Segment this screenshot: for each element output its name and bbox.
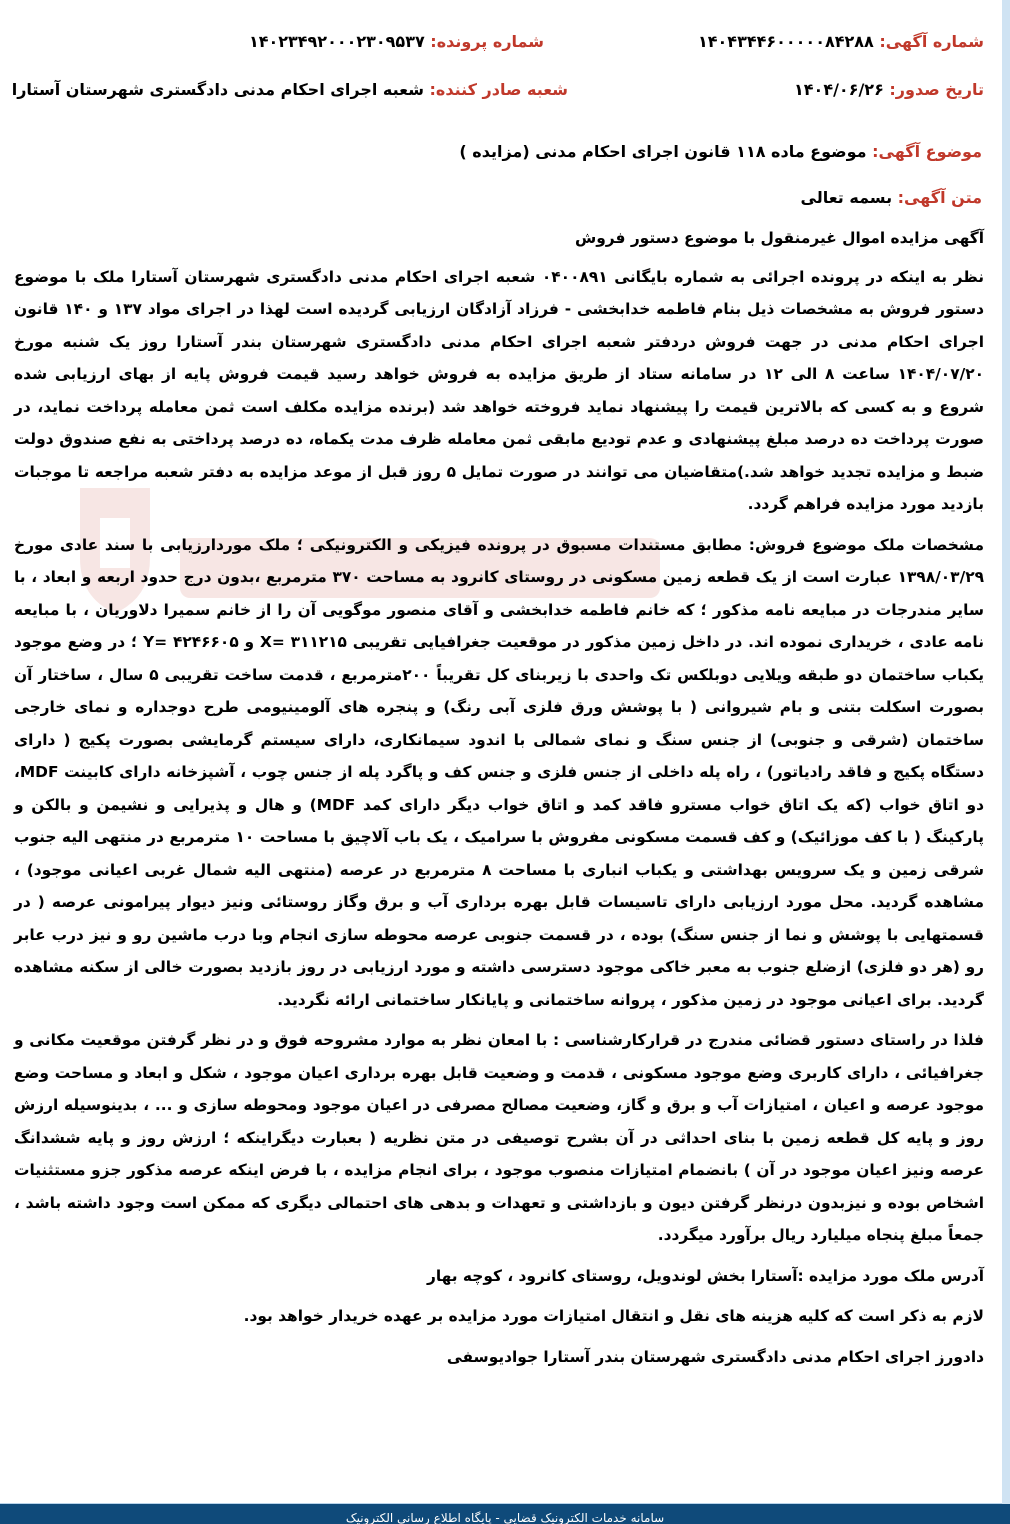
notice-body: [14, 222, 984, 1381]
body-label: متن آگهی:: [897, 188, 982, 207]
signature-line: دادورز اجرای احکام مدنی دادگستری شهرستان بندر آستارا جوادیوسفی: [446, 1347, 984, 1366]
case-number-row: [249, 32, 544, 51]
paragraph-valuation: فلذا در راستای دستور قضائی مندرج در قرارکارشناسی : با امعان نظر به موارد مشروحه فوق و در نظر گرفتن موقعیت مکانی و جغرافیائی ، دارای کاربری وضع موجود مسکونی ، قدمت و وضعیت قابل بهره برداری اعیان موجود ، شکل و ابعاد و مساحت وضع موجود عرصه و اعیان ، امتیازات آب و برق و گاز، وضعیت مصالح مصرفی در اعیان موجود ومحوطه سازی و ... ، بدینوسیله ارزش روز و پایه کل قطعه زمین با بنای احداثی در آن بشرح توصیفی در متن نظریه ( بعبارت دیگراینکه ؛ ارزش روز و پایه ششدانگ عرصه ونیز اعیان موجود در آن ) بانضمام امتیازات منصوب موجود ، برای انجام مزایده ، با فرض اینکه عرصه مذکور جزو مستثنیات اشخاص بوده و نیزبدون درنظر گرفتن دیون و بازداشتی و تعهدات و بدهی های احتمالی دیگری که ممکن است وجود داشته باشد ، جمعاً مبلغ پنجاه میلیارد ریال برآورد میگردد.: [14, 1031, 984, 1244]
notice-title: آگهی مزایده اموال غیرمنقول با موضوع دستور فروش: [575, 229, 984, 247]
issuer-value: شعبه اجرای احکام مدنی دادگستری شهرستان آستارا: [11, 80, 424, 99]
issuer-row: [12, 80, 568, 99]
issue-date-label: تاریخ صدور:: [889, 80, 984, 99]
paragraph-property-specs: مشخصات ملک موضوع فروش: مطابق مستندات مسبوق در پرونده فیزیکی و الکترونیکی ؛ ملک موردارزیابی با سند عادی مورخ ۱۳۹۸/۰۳/۲۹ عبارت است از یک قطعه زمین مسکونی در روستای کانرود به مساحت ۳۷۰ مترمربع ،بدون درج حدود اربعه و ابعاد ، با سایر مندرجات در مبایعه نامه مذکور ؛ که خانم فاطمه خدابخشی و آقای منصور موگویی آن را از خانم سمیرا دلاوریان ، با مبایعه نامه عادی ، خریداری نموده اند. در داخل زمین مذکور در موقعیت جغرافیایی تقریبی ۳۱۱۲۱۵ =X و ۴۲۴۶۶۰۵ =Y ؛ در وضع موجود یکباب ساختمان دو طبقه ویلایی دوبلکس تک واحدی با زیربنای کل تقریباً ۲۰۰مترمربع ، قدمت ساخت تقریبی ۵ سال ، ساختار آن بصورت اسکلت بتنی و بام شیروانی ( با پوشش ورق فلزی آبی رنگ) و پنجره های آلومینیومی طرح دوجداره و نمای خارجی ساختمان (شرقی و جنوبی) از جنس سنگ و نمای شمالی با اندود سیمانکاری، دارای سیستم گرمایشی بصورت پکیج ( دارای دستگاه پکیج و فاقد رادیاتور) ، راه پله داخلی از جنس فلزی و جنس کف و پاگرد پله از جنس چوب ، آشپزخانه دارای کابینت MDF، دو اتاق خواب (که یک اتاق خواب مسترو فاقد کمد و اتاق خواب دیگر دارای کمد MDF) و هال و پذیرایی و نشیمن و بالکن و پارکینگ ( با کف موزائیک) و کف قسمت مسکونی مفروش با سرامیک ، یک باب آلاچیق با مساحت ۱۰ مترمربع در منتهی الیه جنوب شرقی زمین و یک سرویس بهداشتی و یکباب انباری با مساحت ۸ مترمربع در عرصه (منتهی الیه شمال غربی اعیانی موجود) ، مشاهده گردید. محل مورد ارزیابی دارای تاسیسات قابل بهره برداری آب و برق وگاز روستائی ونیز دیوار پیرامونی عرصه ( در قسمتهایی با پوشش و نما از جنس سنگ) بوده ، در قسمت جنوبی عرصه محوطه سازی انجام وبا درب ماشین رو و نیز درب عابر رو (هر دو فلزی) ازضلع جنوب به معبر خاکی موجود دسترسی داشته و مورد ارزیابی در روز بازدید بصورت خالی از سکنه مشاهده گردید. برای اعیانی موجود در زمین مذکور ، پروانه ساختمانی و پایانکار ساختمانی ارائه نگردید.: [14, 535, 984, 1009]
issue-date-row: [794, 80, 984, 99]
footer-bar: [0, 1504, 1010, 1524]
case-number-value: ۱۴۰۲۳۴۹۲۰۰۰۲۳۰۹۵۳۷: [248, 32, 425, 51]
subject-label: موضوع آگهی:: [872, 142, 982, 161]
case-number-label: شماره پرونده:: [430, 32, 544, 51]
issue-date-value: ۱۴۰۴/۰۶/۲۶: [794, 80, 884, 99]
ad-number-value: ۱۴۰۴۳۴۴۶۰۰۰۰۰۸۴۲۸۸: [698, 32, 874, 51]
subject-row: [459, 142, 982, 161]
property-address: آدرس ملک مورد مزایده :آستارا بخش لوندویل، روستای کانرود ، کوچه بهار: [427, 1266, 984, 1285]
body-intro: بسمه تعالی: [800, 188, 893, 207]
paragraph-auction-terms: نظر به اینکه در پرونده اجرائی به شماره بایگانی ۰۴۰۰۸۹۱ شعبه اجرای احکام مدنی دادگستری شهرستان آستارا ملک با موضوع دستور فروش به مشخصات ذیل بنام فاطمه خدابخشی - فرزاد آزادگان ارزیابی گردیده است لهذا در اجرای مواد ۱۳۷ و ۱۴۰ قانون اجرای احکام مدنی در جهت فروش دردفتر شعبه اجرای احکام مدنی دادگستری شهرستان بندر آستارا روز یک شنبه مورخ ۱۴۰۴/۰۷/۲۰ ساعت ۸ الی ۱۲ در سامانه ستاد از طریق مزایده به فروش خواهد رسید قیمت فروش پایه از بهای ارزیابی شده شروع و به کسی که بالاترین قیمت را پیشنهاد نماید فروخته خواهد شد (برنده مزایده مکلف است ثمن معامله پرداخت نماید، در صورت پرداخت ده درصد مبلغ پیشنهادی و عدم تودیع مابقی ثمن معامله ظرف مدت یکماه، ده درصد پرداختی به نفع صندوق دولت ضبط و مزایده تجدید خواهد شد.)متقاضیان می توانند در صورت تمایل ۵ روز قبل از موعد مزایده به دفتر شعبه مراجعه تا موجبات بازدید مورد مزایده فراهم گردد.: [14, 267, 985, 513]
transfer-cost-note: لازم به ذکر است که کلیه هزینه های نقل و انتقال امتیازات مورد مزایده بر عهده خریدار خواهد بود.: [243, 1307, 984, 1325]
body-label-row: [801, 188, 982, 207]
footer-text: سامانه خدمات الکترونیک قضایی - پایگاه اطلاع رسانی الکترونیک: [345, 1511, 665, 1524]
ad-number-label: شماره آگهی:: [879, 32, 984, 51]
ad-number-row: [698, 32, 984, 51]
subject-value: موضوع ماده ۱۱۸ قانون اجرای احکام مدنی (مزایده ): [459, 142, 867, 161]
issuer-label: شعبه صادر کننده:: [429, 80, 568, 99]
